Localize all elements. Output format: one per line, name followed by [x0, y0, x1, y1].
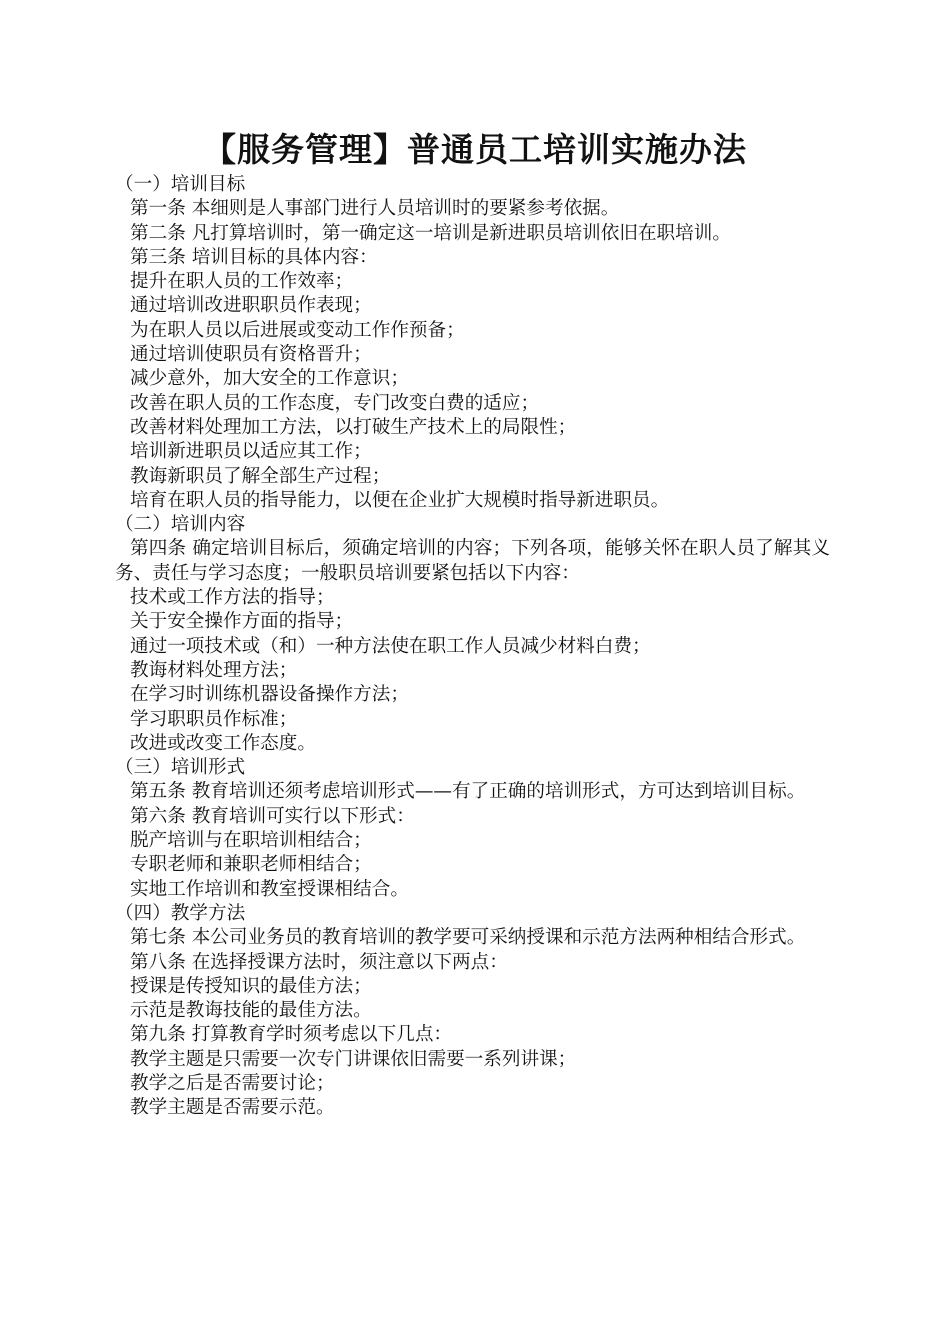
goal-item-1: 提升在职人员的工作效率；	[130, 271, 354, 293]
article-1: 第一条 本细则是人事部门进行人员培训时的要紧参考依据。	[130, 198, 620, 220]
content-item-7: 改进或改变工作态度。	[130, 732, 316, 754]
content-item-2: 关于安全操作方面的指导；	[130, 611, 354, 633]
article-4: 第四条 确定培训目标后，须确定培训的内容；下列各项，能够关怀在职人员了解其义务、责任与学习态度；一般职员培训要紧包括以下内容：	[115, 538, 830, 584]
content-item-5: 在学习时训练机器设备操作方法；	[130, 684, 409, 706]
consider-item-3: 教学主题是否需要示范。	[130, 1097, 335, 1119]
goal-item-10: 培育在职人员的指导能力，以便在企业扩大规模时指导新进职员。	[130, 489, 670, 511]
content-item-6: 学习职职员作标准；	[130, 708, 298, 730]
consider-item-1: 教学主题是只需要一次专门讲课依旧需要一系列讲课；	[130, 1048, 577, 1070]
form-item-1: 脱产培训与在职培训相结合；	[130, 830, 372, 852]
goal-item-7: 改善材料处理加工方法，以打破生产技术上的局限性；	[130, 416, 577, 438]
goal-item-5: 减少意外，加大安全的工作意识；	[130, 368, 409, 390]
form-item-3: 实地工作培训和教室授课相结合。	[130, 878, 409, 900]
content-item-4: 教诲材料处理方法；	[130, 659, 298, 681]
method-item-1: 授课是传授知识的最佳方法；	[130, 975, 372, 997]
article-2: 第二条 凡打算培训时，第一确定这一培训是新进职员培训依旧在职培训。	[130, 222, 731, 244]
form-item-2: 专职老师和兼职老师相结合；	[130, 854, 372, 876]
section-heading-4: （四）教学方法	[115, 902, 246, 924]
article-5: 第五条 教育培训还须考虑培训形式——有了正确的培训形式，方可达到培训目标。	[130, 781, 806, 803]
article-9: 第九条 打算教育学时须考虑以下几点：	[130, 1024, 453, 1046]
section-heading-1: （一）培训目标	[115, 174, 246, 195]
document-title: 【服务管理】普通员工培训实施办法	[203, 130, 747, 169]
article-3: 第三条 培训目标的具体内容：	[130, 246, 378, 268]
goal-item-6: 改善在职人员的工作态度，专门改变白费的适应；	[130, 392, 540, 414]
goal-item-8: 培训新进职员以适应其工作；	[130, 441, 372, 463]
method-item-2: 示范是教诲技能的最佳方法。	[130, 1000, 372, 1022]
content-item-3: 通过一项技术或（和）一种方法使在职工作人员减少材料白费；	[130, 635, 651, 657]
article-6: 第六条 教育培训可实行以下形式：	[130, 805, 415, 827]
goal-item-9: 教诲新职员了解全部生产过程；	[130, 465, 391, 487]
document-body	[115, 173, 830, 1121]
goal-item-2: 通过培训改进职职员作表现；	[130, 295, 372, 317]
content-item-1: 技术或工作方法的指导；	[130, 587, 335, 609]
consider-item-2: 教学之后是否需要讨论；	[130, 1072, 335, 1094]
article-7: 第七条 本公司业务员的教育培训的教学要可采纳授课和示范方法两种相结合形式。	[130, 927, 806, 949]
goal-item-4: 通过培训使职员有资格晋升；	[130, 344, 372, 366]
article-8: 第八条 在选择授课方法时，须注意以下两点：	[130, 951, 508, 973]
section-heading-3: （三）培训形式	[115, 757, 246, 779]
section-heading-2: （二）培训内容	[115, 514, 246, 536]
goal-item-3: 为在职人员以后进展或变动工作作预备；	[130, 319, 465, 341]
